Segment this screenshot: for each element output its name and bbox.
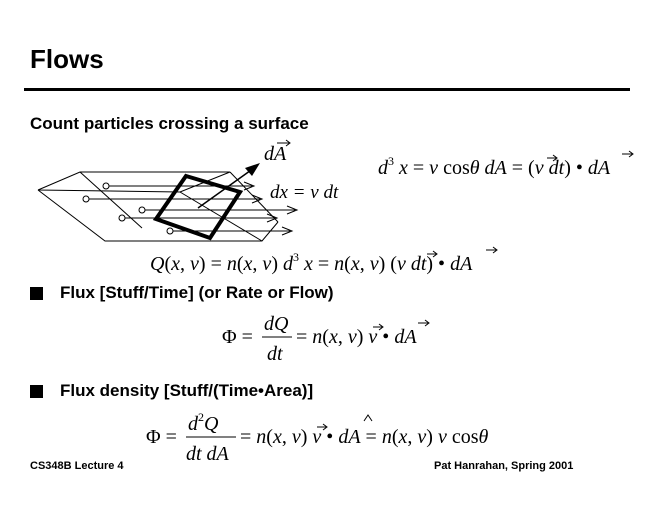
equation-3 [222,308,442,368]
svg-text:d2Q: $d^2Q$ [188,410,219,435]
equation-1 [378,150,638,184]
label-dA [262,138,302,168]
label-dx [268,178,358,206]
particle-trajectory [119,214,277,222]
bullet-flux-density [30,381,313,401]
subtitle: Count particles crossing a surface [30,114,309,133]
equation-4 [146,406,516,468]
svg-text:Φ =: Φ = [146,426,177,448]
svg-text:dt: dt [267,343,283,365]
title-underline [24,88,630,91]
svg-text:Φ =: Φ = [222,326,253,348]
svg-text:= n(x, v) v • dA = n(x, v) v c: = n(x, v) v • dA = n(x, v) v cosθ [240,426,489,448]
svg-text:d3 x = v cosθ dA = (v dt) • dA: $d^3$ x = v cosθ dA = (v dt) • dA [378,154,611,179]
bullet-flux-density-text: Flux density [Stuff/(Time•Area)] [60,381,314,400]
svg-text:dQ: dQ [264,313,289,335]
footer-left: CS348B Lecture 4 [30,460,124,472]
equation-2 [150,246,510,280]
equation-1-text: d³x = v cosθ dA = (v dt) • dA [378,150,390,151]
bullet-flux-text: Flux [Stuff/Time] (or Rate or Flow) [60,283,334,302]
normal-arrowhead [245,163,260,176]
slide-title: Flows [30,44,104,74]
bullet-flux [30,283,334,303]
svg-text:dt dA: dt dA [186,443,229,465]
equation-4-text: Φ = d²Q/(dt dA) = n(x,v) v • dÂ = n(x,v) v cosθ [146,406,166,407]
label-dx-text: dx = v dt [270,182,339,203]
equation-2-text: Q(x,v) = n(x,v) d³x = n(x,v) (v dt) • dA [150,246,166,247]
svg-text:Q(x, v) = n(x, v) d3 x = n(x,: Q(x, v) = n(x, v) $d^3$ x = n(x, v) (v dt) • dA [150,250,473,275]
svg-text:= n(x, v) v • dA: = n(x, v) v • dA [296,326,417,348]
label-dA-text: dA [264,143,287,165]
bullet-square-icon [30,287,43,300]
footer-right: Pat Hanrahan, Spring 2001 [434,460,574,472]
bullet-square-icon [30,385,43,398]
equation-3-text: Φ = dQ/dt = n(x,v) v • dA [222,308,233,309]
